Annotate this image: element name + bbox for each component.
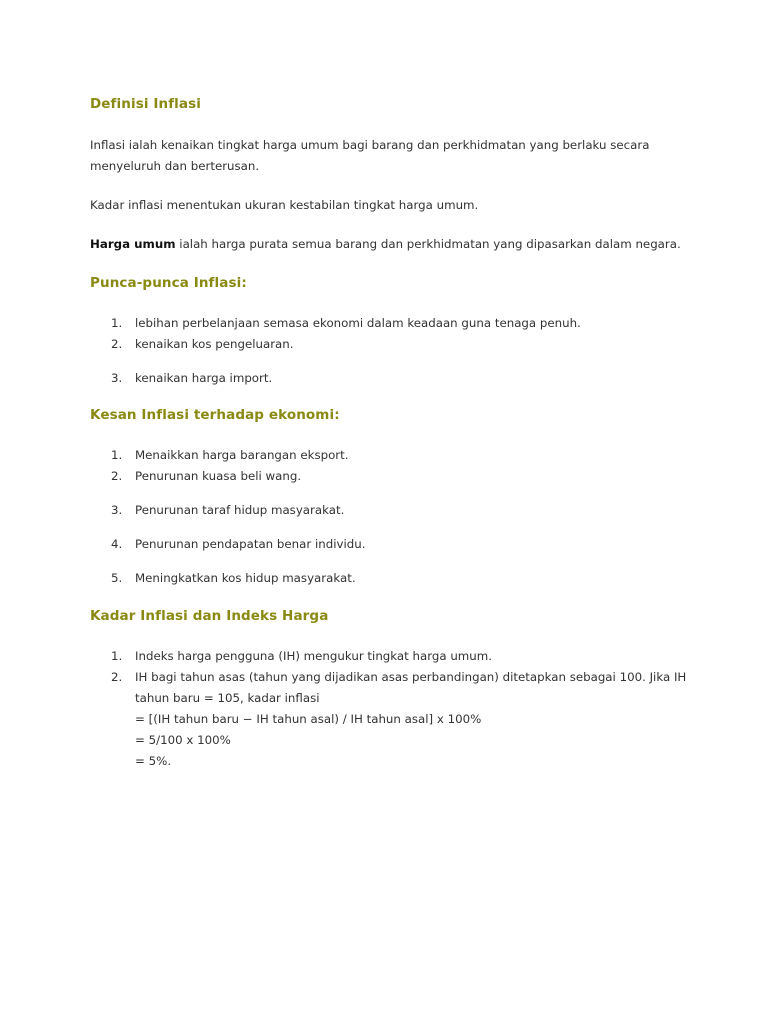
list-number: 1. <box>111 448 123 462</box>
list-text: Penurunan pendapatan benar individu. <box>135 537 366 551</box>
calculation-line: = 5/100 x 100% <box>135 733 231 747</box>
list-number: 5. <box>111 571 123 585</box>
list-number: 2. <box>111 337 123 351</box>
list-text: Meningkatkan kos hidup masyarakat. <box>135 571 356 585</box>
list-item <box>90 534 690 555</box>
list-text: kenaikan harga import. <box>135 371 273 385</box>
list-item <box>90 313 690 334</box>
list-item <box>90 368 690 389</box>
list-item <box>90 568 690 589</box>
list-text: Penurunan taraf hidup masyarakat. <box>135 503 345 517</box>
harga-umum-paragraph <box>90 234 690 255</box>
list-number: 3. <box>111 503 123 517</box>
heading-punca-inflasi: Punca-punca Inflasi: <box>90 275 247 291</box>
definition-paragraph <box>90 135 690 177</box>
list-text: lebihan perbelanjaan semasa ekonomi dalam keadaan guna tenaga penuh. <box>135 316 581 330</box>
index-list <box>90 646 690 772</box>
formula-line: = [(IH tahun baru − IH tahun asal) / IH tahun asal] x 100% <box>135 712 482 726</box>
definition-line-1: Inflasi ialah kenaikan tingkat harga umum bagi barang dan perkhidmatan yang berlaku secara <box>90 138 650 152</box>
kadar-inflasi-paragraph: Kadar inflasi menentukan ukuran kestabilan tingkat harga umum. <box>90 198 479 212</box>
list-number: 1. <box>111 316 123 330</box>
index-line-2: tahun baru = 105, kadar inflasi <box>135 691 320 705</box>
list-text: Penurunan kuasa beli wang. <box>135 469 302 483</box>
list-text: Menaikkan harga barangan eksport. <box>135 448 349 462</box>
list-number: 2. <box>111 670 123 684</box>
list-item <box>90 667 690 772</box>
list-number: 4. <box>111 537 123 551</box>
document-page <box>90 94 690 772</box>
heading-definisi-inflasi: Definisi Inflasi <box>90 96 201 112</box>
list-item <box>90 646 690 667</box>
list-number: 3. <box>111 371 123 385</box>
list-item <box>90 466 690 487</box>
list-text: kenaikan kos pengeluaran. <box>135 337 294 351</box>
causes-list <box>90 313 690 389</box>
list-number: 1. <box>111 649 123 663</box>
list-number: 2. <box>111 469 123 483</box>
heading-kesan-inflasi: Kesan Inflasi terhadap ekonomi: <box>90 407 340 423</box>
list-item <box>90 334 690 355</box>
harga-umum-term: Harga umum <box>90 237 176 251</box>
index-line-1: IH bagi tahun asas (tahun yang dijadikan asas perbandingan) ditetapkan sebagai 100. Jika IH <box>135 670 687 684</box>
list-text: Indeks harga pengguna (IH) mengukur tingkat harga umum. <box>135 649 493 663</box>
definition-line-2: menyeluruh dan berterusan. <box>90 159 260 173</box>
heading-kadar-inflasi-indeks-harga: Kadar Inflasi dan Indeks Harga <box>90 608 329 624</box>
effects-list <box>90 445 690 589</box>
list-item <box>90 445 690 466</box>
result-line: = 5%. <box>135 754 172 768</box>
list-item <box>90 500 690 521</box>
harga-umum-definition: ialah harga purata semua barang dan perkhidmatan yang dipasarkan dalam negara. <box>175 237 681 251</box>
